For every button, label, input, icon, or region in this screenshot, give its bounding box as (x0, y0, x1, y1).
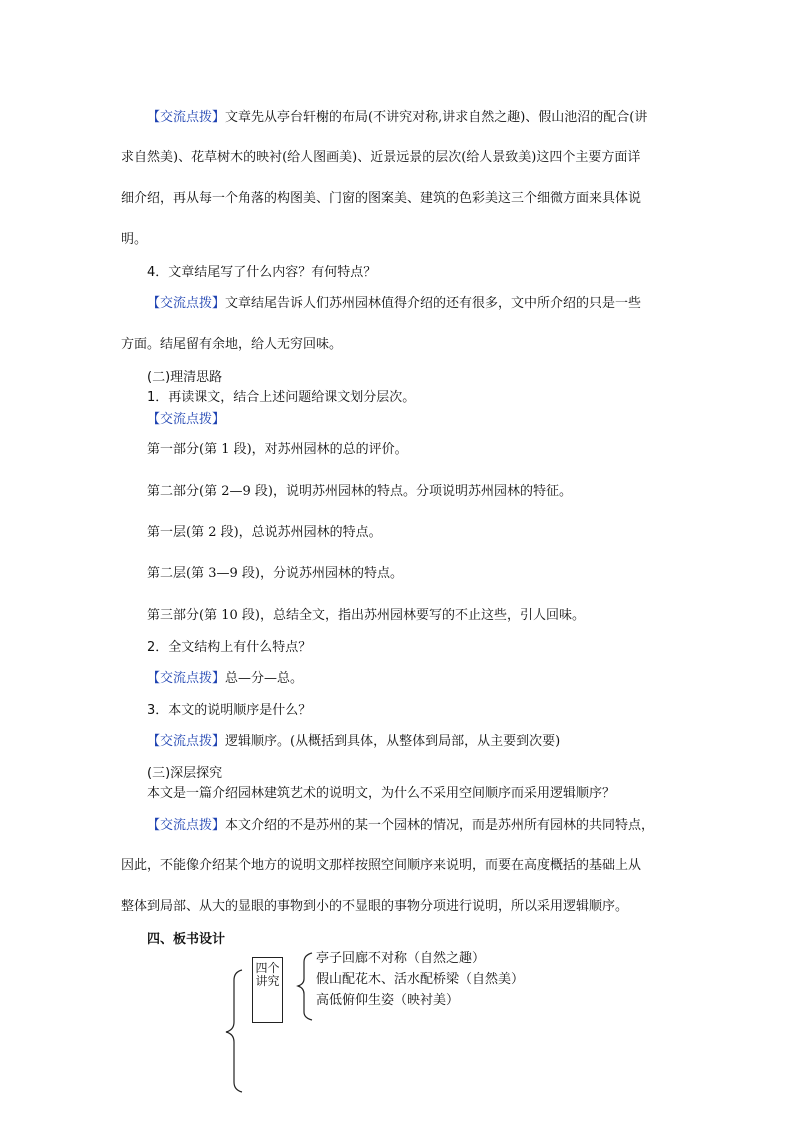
line-text: (三)深层探究 (147, 766, 223, 781)
board-item-text: 假山配花木、活水配桥梁（自然美） (316, 972, 525, 987)
text-line-22 (147, 818, 654, 834)
box-label: 四个讲究 (255, 961, 280, 988)
line-text: 方面。结尾留有余地，给人无穷回味。 (121, 337, 343, 352)
text-line-17 (147, 671, 303, 687)
line-text: 3．本文的说明顺序是什么？ (147, 703, 312, 718)
board-item-text: 亭子回廊不对称（自然之趣） (316, 951, 486, 966)
line-text: 第二部分(第 2—9 段)，说明苏州园林的特点。分项说明苏州园林的特征。 (147, 484, 572, 499)
text-line-4 (121, 232, 147, 248)
line-text: 逻辑顺序。(从概括到具体，从整体到局部，从主要到次要) (225, 734, 561, 749)
text-line-3 (121, 191, 641, 207)
question-4 (147, 265, 376, 281)
discussion-tag: 【交流点拨】 (147, 818, 226, 833)
line-text: (二)理清思路 (147, 370, 223, 385)
text-line-6 (147, 296, 641, 312)
line-text: 因此，不能像介绍某个地方的说明文那样按照空间顺序来说明，而要在高度概括的基础上从 (121, 858, 642, 873)
layer-1 (147, 525, 382, 541)
line-text: 本文是一篇介绍园林建筑艺术的说明文，为什么不采用空间顺序而采用逻辑顺序？ (147, 786, 616, 801)
line-text: 文章结尾告诉人们苏州园林值得介绍的还有很多，文中所介绍的只是一些 (225, 296, 642, 311)
discussion-tag: 【交流点拨】 (147, 734, 226, 749)
line-text: 第一层(第 2 段)，总说苏州园林的特点。 (147, 525, 382, 540)
part-3 (147, 608, 585, 624)
board-item-3 (316, 993, 459, 1009)
board-item-2 (316, 972, 524, 988)
inner-brace (298, 953, 312, 1020)
text-line-2 (121, 150, 640, 166)
board-design-heading (147, 932, 225, 948)
line-text: 本文介绍的不是苏州的某一个园林的情况，而是苏州所有园林的共同特点， (225, 818, 655, 833)
line-text: 2．全文结构上有什么特点？ (147, 640, 312, 655)
question-1 (147, 390, 415, 406)
line-text: 第一部分(第 1 段)，对苏州园林的总的评价。 (147, 442, 408, 457)
part-2 (147, 484, 572, 500)
discussion-tag: 【交流点拨】 (147, 296, 226, 311)
board-box (252, 957, 283, 1023)
text-line-7 (121, 337, 342, 353)
line-text: 4．文章结尾写了什么内容？有何特点？ (147, 265, 377, 280)
question-2 (147, 640, 311, 656)
question-3 (147, 703, 311, 719)
line-text: 明。 (121, 232, 148, 247)
line-text: 四、板书设计 (147, 932, 226, 947)
board-item-text: 高低俯仰生姿（映衬美） (316, 993, 460, 1008)
line-text: 求自然美)、花草树木的映衬(给人图画美)、近景远景的层次(给人景致美)这四个主要方面详 (121, 150, 641, 165)
outer-brace (226, 970, 242, 1092)
inquiry-question (147, 786, 615, 802)
discussion-tag: 【交流点拨】 (147, 671, 226, 686)
section-heading-2 (147, 370, 222, 386)
line-text: 细介绍，再从每一个角落的构图美、门窗的图案美、建筑的色彩美这三个细微方面来具体说 (121, 191, 642, 206)
discussion-tag: 【交流点拨】 (147, 110, 226, 125)
text-line-19 (147, 734, 560, 750)
text-line-24 (121, 899, 628, 915)
section-heading-3 (147, 766, 222, 782)
part-1 (147, 442, 408, 458)
line-text: 第二层(第 3—9 段)，分说苏州园林的特点。 (147, 566, 403, 581)
text-line-10 (147, 412, 225, 428)
line-text: 第三部分(第 10 段)，总结全文，指出苏州园林要写的不止这些，引人回味。 (147, 608, 585, 623)
line-text: 文章先从亭台轩榭的布局(不讲究对称,讲求自然之趣)、假山池沼的配合(讲 (225, 110, 648, 125)
layer-2 (147, 566, 403, 582)
board-item-1 (316, 951, 485, 967)
discussion-tag: 【交流点拨】 (147, 412, 226, 427)
line-text: 1．再读课文，结合上述问题给课文划分层次。 (147, 390, 416, 405)
line-text: 总—分—总。 (225, 671, 304, 686)
text-line-1 (147, 110, 647, 126)
text-line-23 (121, 858, 641, 874)
line-text: 整体到局部、从大的显眼的事物到小的不显眼的事物分项进行说明，所以采用逻辑顺序。 (121, 899, 629, 914)
